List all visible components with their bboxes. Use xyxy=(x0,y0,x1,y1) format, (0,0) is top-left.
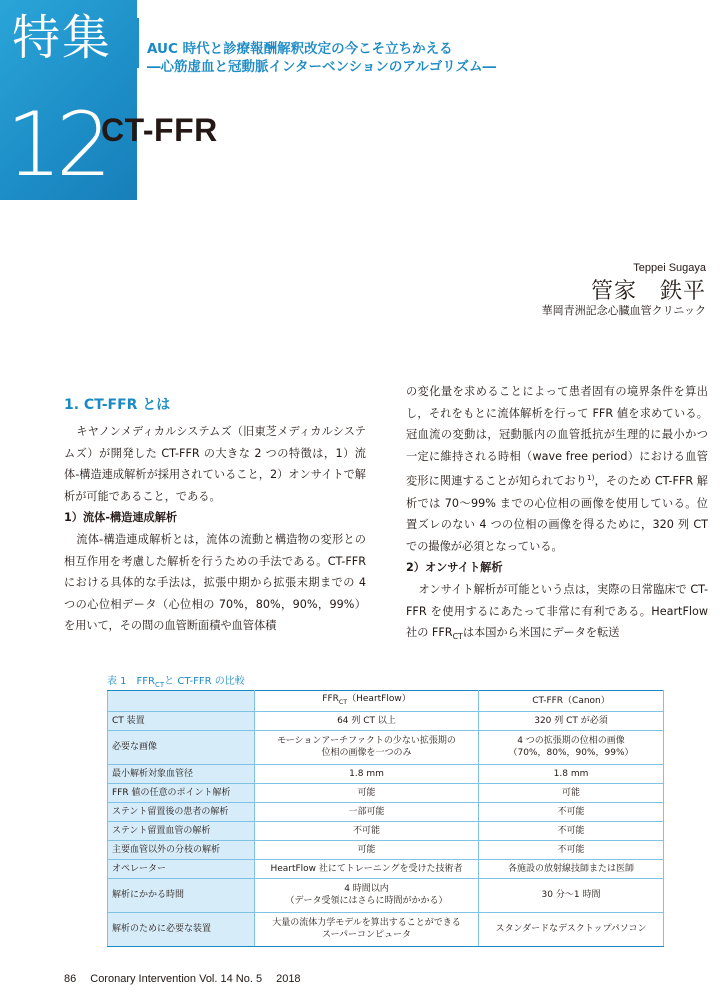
heartflow-value: 64 列 CT 以上 xyxy=(255,711,479,730)
table-caption xyxy=(107,672,245,689)
comparison-table xyxy=(107,690,664,947)
table-header-row xyxy=(108,691,664,712)
header-text: FFR xyxy=(322,694,339,704)
subsection-heading: 2）オンサイト解析 xyxy=(406,561,503,575)
header-divider xyxy=(137,18,139,68)
table-header-heartflow xyxy=(255,691,479,712)
reference-mark: 1) xyxy=(586,473,595,483)
row-label: 解析のために必要な装置 xyxy=(108,912,255,946)
paragraph xyxy=(406,381,708,557)
table-header-blank xyxy=(108,691,255,712)
body-column-right xyxy=(406,381,708,648)
table-row xyxy=(108,859,664,878)
canon-value: 320 列 CT が必須 xyxy=(479,711,664,730)
table-row xyxy=(108,730,664,764)
row-label: FFR 値の任意のポイント解析 xyxy=(108,783,255,802)
header-subscript: CT xyxy=(338,698,348,706)
heartflow-value: 可能 xyxy=(255,840,479,859)
caption-text: 表 1 FFR xyxy=(107,676,155,687)
heartflow-value: 4 時間以内 （データ受領にはさらに時間がかかる） xyxy=(255,878,479,912)
row-label: CT 装置 xyxy=(108,711,255,730)
caption-text: と CT-FFR の比較 xyxy=(164,676,245,687)
table-row xyxy=(108,878,664,912)
paragraph-text: は本国から米国にデータを転送 xyxy=(462,626,620,640)
paragraph xyxy=(406,579,708,648)
row-label: オペレーター xyxy=(108,859,255,878)
paragraph-text: オンサイト解析が可能という点は，実際の日常臨床で CT-FFR を使用するにあたって非常に有利である。HeartFlow 社の FFR xyxy=(406,583,708,640)
article-title: CT-FFR xyxy=(101,112,218,148)
feature-number: 12 xyxy=(6,93,106,196)
series-title-line2: ―心筋虚血と冠動脈インターベンションのアルゴリズム― xyxy=(147,59,497,75)
heartflow-value: 1.8 mm xyxy=(255,764,479,783)
canon-value: 不可能 xyxy=(479,802,664,821)
heartflow-value: 一部可能 xyxy=(255,802,479,821)
journal-year: 2018 xyxy=(276,973,301,985)
table-row xyxy=(108,764,664,783)
paragraph-text: の変化量を求めることによって患者固有の境界条件を算出し，それをもとに流体解析を行って FFR 値を求めている。冠血流の変動は，冠動脈内の血管抵抗が生理的に最小かつ一定に維持される時相（wave free period）における血管変形に関連することが知られており xyxy=(406,385,708,489)
row-label: 主要血管以外の分枝の解析 xyxy=(108,840,255,859)
row-label: ステント留置血管の解析 xyxy=(108,821,255,840)
feature-band xyxy=(0,0,137,200)
table-body xyxy=(108,711,664,946)
author-name-ja: 管家 鉄平 xyxy=(590,279,706,304)
canon-value: 4 つの拡張期の位相の画像 （70%，80%，90%，99%） xyxy=(479,730,664,764)
feature-label: 特集 xyxy=(12,10,113,66)
section-heading: 1. CT-FFR とは xyxy=(64,397,171,413)
canon-value: 不可能 xyxy=(479,840,664,859)
table-row xyxy=(108,840,664,859)
heartflow-value: 大量の流体力学モデルを算出することができる スーパーコンピュータ xyxy=(255,912,479,946)
page-number: 86 xyxy=(64,973,77,985)
row-label: 必要な画像 xyxy=(108,730,255,764)
canon-value: 1.8 mm xyxy=(479,764,664,783)
series-title-line1: AUC 時代と診療報酬解釈改定の今こそ立ちかえる xyxy=(147,41,453,57)
paragraph-text: ，そのため CT-FFR 解析では 70～99% までの心位相の画像を使用している。位置ズレのない 4 つの位相の画像を得るために，320 列 CT での撮像が必須となっている。 xyxy=(406,475,708,553)
table-row xyxy=(108,912,664,946)
heartflow-value: HeartFlow 社にてトレーニングを受けた技術者 xyxy=(255,859,479,878)
heartflow-value: モーションアーチファクトの少ない拡張期の 位相の画像を一つのみ xyxy=(255,730,479,764)
table-row xyxy=(108,821,664,840)
canon-value: スタンダードなデスクトップパソコン xyxy=(479,912,664,946)
paragraph: キヤノンメディカルシステムズ（旧東芝メディカルシステムズ）が開発した CT-FFR の大きな 2 つの特徴は，1）流体-構造連成解析が採用されていること，2）オンサイトで解析が可能であること，である。 xyxy=(64,425,366,503)
table-header-canon: CT-FFR（Canon） xyxy=(479,691,664,712)
author-name-en: Teppei Sugaya xyxy=(633,262,706,274)
row-label: 解析にかかる時間 xyxy=(108,878,255,912)
page-footer xyxy=(64,973,315,985)
heartflow-value: 可能 xyxy=(255,783,479,802)
body-column-left xyxy=(64,380,366,637)
canon-value: 可能 xyxy=(479,783,664,802)
caption-subscript: CT xyxy=(155,681,165,689)
subscript: CT xyxy=(452,632,463,642)
table-row xyxy=(108,802,664,821)
heartflow-value: 不可能 xyxy=(255,821,479,840)
row-label: ステント留置後の患者の解析 xyxy=(108,802,255,821)
paragraph: 流体-構造連成解析とは，流体の流動と構造物の変形との相互作用を考慮した解析を行うための手法である。CT-FFR における具体的な手法は，拡張中期から拡張末期までの 4 つの心位相データ（心位相の 70%，80%，90%，99%）を用いて，その間の血管断面積や血管体積 xyxy=(64,532,366,633)
author-affiliation: 華岡青洲記念心臓血管クリニック xyxy=(541,304,706,317)
canon-value: 各施設の放射線技師または医師 xyxy=(479,859,664,878)
table-row xyxy=(108,783,664,802)
subsection-heading: 1）流体-構造連成解析 xyxy=(64,511,178,525)
canon-value: 30 分～1 時間 xyxy=(479,878,664,912)
header-text: （HeartFlow） xyxy=(347,694,411,704)
canon-value: 不可能 xyxy=(479,821,664,840)
journal-name: Coronary Intervention Vol. 14 No. 5 xyxy=(90,973,263,985)
row-label: 最小解析対象血管径 xyxy=(108,764,255,783)
table-row xyxy=(108,711,664,730)
